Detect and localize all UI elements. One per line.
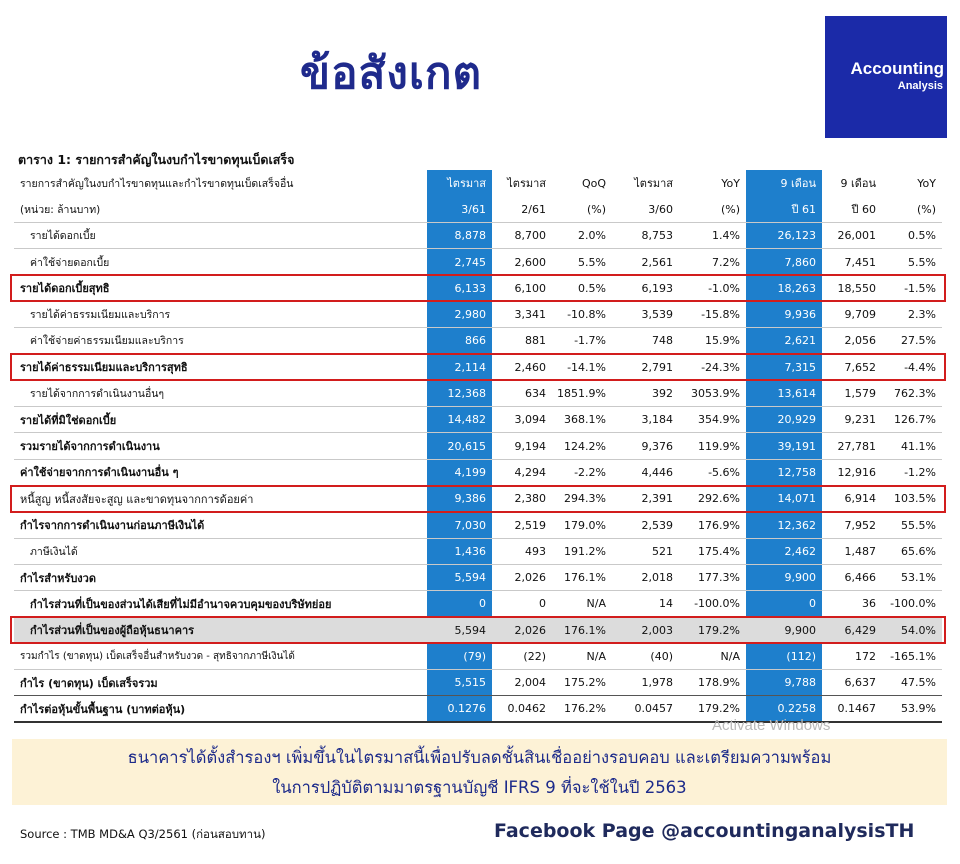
table-header-row [14, 170, 942, 196]
table-row [14, 328, 942, 354]
value-cell: -15.8% [679, 301, 746, 327]
value-cell: 0 [492, 591, 552, 617]
header-cell: ปี 60 [851, 203, 876, 217]
header-cell: 9 เดือน [840, 177, 876, 191]
value-cell: -4.4% [882, 354, 942, 380]
value-cell: 12,368 [427, 380, 492, 406]
row-label: กำไรจากการดำเนินงานก่อนภาษีเงินได้ [14, 512, 427, 538]
header-cell: (%) [586, 202, 606, 216]
header-cell: 3/60 [648, 202, 673, 216]
commentary-box [12, 739, 947, 805]
value-cell: 126.7% [882, 407, 942, 433]
value-cell: 3,539 [612, 301, 679, 327]
value-cell: 53.9% [882, 696, 942, 722]
value-cell: -2.2% [552, 459, 612, 485]
value-cell: 14 [612, 591, 679, 617]
value-cell: N/A [679, 643, 746, 669]
table-row [14, 564, 942, 590]
value-cell: 6,466 [822, 564, 882, 590]
header-cell: ไตรมาส [634, 177, 673, 191]
value-cell: 2,980 [427, 301, 492, 327]
value-cell: 179.0% [552, 512, 612, 538]
value-cell: 7,315 [746, 354, 822, 380]
value-cell: 521 [612, 538, 679, 564]
accounting-analysis-logo [825, 16, 947, 138]
value-cell: 1,978 [612, 670, 679, 696]
value-cell: 9,900 [746, 617, 822, 643]
value-cell: 0.2258 [746, 696, 822, 722]
value-cell: 7.2% [679, 249, 746, 275]
value-cell: 5,515 [427, 670, 492, 696]
value-cell: 2,621 [746, 328, 822, 354]
value-cell: 368.1% [552, 407, 612, 433]
value-cell: 0 [746, 591, 822, 617]
value-cell: 2,004 [492, 670, 552, 696]
value-cell: 27,781 [822, 433, 882, 459]
table-row [14, 433, 942, 459]
value-cell: -100.0% [679, 591, 746, 617]
value-cell: 179.2% [679, 696, 746, 722]
value-cell: 0.1276 [427, 696, 492, 722]
value-cell: 2.3% [882, 301, 942, 327]
value-cell: 2,026 [492, 617, 552, 643]
table-row [14, 407, 942, 433]
value-cell: 6,637 [822, 670, 882, 696]
logo-text-main: Accounting [850, 59, 944, 78]
value-cell: 748 [612, 328, 679, 354]
header-cell: ไตรมาส [507, 177, 546, 191]
value-cell: 191.2% [552, 538, 612, 564]
value-cell: 0 [427, 591, 492, 617]
value-cell: 12,758 [746, 459, 822, 485]
value-cell: 8,878 [427, 223, 492, 249]
value-cell: 119.9% [679, 433, 746, 459]
value-cell: 2,391 [612, 486, 679, 512]
value-cell: 7,652 [822, 354, 882, 380]
value-cell: 20,615 [427, 433, 492, 459]
activate-windows-watermark: Activate Windows [712, 717, 831, 734]
value-cell: 2,114 [427, 354, 492, 380]
value-cell: 13,614 [746, 380, 822, 406]
value-cell: 8,753 [612, 223, 679, 249]
value-cell: 4,199 [427, 459, 492, 485]
value-cell: 9,194 [492, 433, 552, 459]
table-row [14, 301, 942, 327]
value-cell: 179.2% [679, 617, 746, 643]
value-cell: 177.3% [679, 564, 746, 590]
value-cell: 6,193 [612, 275, 679, 301]
value-cell: 354.9% [679, 407, 746, 433]
net-fee-income-box [10, 353, 946, 381]
table-row [14, 380, 942, 406]
value-cell: 175.4% [679, 538, 746, 564]
value-cell: (112) [746, 643, 822, 669]
value-cell: 7,952 [822, 512, 882, 538]
value-cell: 8,700 [492, 223, 552, 249]
header-cell: QoQ [581, 176, 606, 190]
value-cell: 172 [822, 643, 882, 669]
logo-text-sub: Analysis [897, 80, 943, 92]
value-cell: 2,003 [612, 617, 679, 643]
value-cell: -1.0% [679, 275, 746, 301]
value-cell: 3,184 [612, 407, 679, 433]
value-cell: 176.9% [679, 512, 746, 538]
header-cell: YoY [917, 176, 936, 190]
value-cell: -1.7% [552, 328, 612, 354]
value-cell: 41.1% [882, 433, 942, 459]
value-cell: 6,914 [822, 486, 882, 512]
value-cell: 762.3% [882, 380, 942, 406]
value-cell: 392 [612, 380, 679, 406]
value-cell: 493 [492, 538, 552, 564]
value-cell: 47.5% [882, 670, 942, 696]
header-cell: 3/61 [461, 202, 486, 216]
value-cell: 124.2% [552, 433, 612, 459]
value-cell: 2,380 [492, 486, 552, 512]
value-cell: -10.8% [552, 301, 612, 327]
table-row [14, 223, 942, 249]
value-cell: 53.1% [882, 564, 942, 590]
table-row [14, 643, 942, 669]
header-cell: ไตรมาส [447, 177, 486, 191]
value-cell: 15.9% [679, 328, 746, 354]
table-row [14, 512, 942, 538]
row-label: ภาษีเงินได้ [14, 538, 427, 564]
value-cell: 178.9% [679, 670, 746, 696]
value-cell: 6,429 [822, 617, 882, 643]
value-cell: 55.5% [882, 512, 942, 538]
table-row [14, 591, 942, 617]
value-cell: 1,487 [822, 538, 882, 564]
value-cell: -24.3% [679, 354, 746, 380]
value-cell: 5.5% [552, 249, 612, 275]
table-header-row [14, 196, 942, 222]
value-cell: 1.4% [679, 223, 746, 249]
value-cell: 0.0462 [492, 696, 552, 722]
header-cell: (%) [720, 202, 740, 216]
value-cell: 0.1467 [822, 696, 882, 722]
value-cell: -5.6% [679, 459, 746, 485]
header-label: รายการสำคัญในงบกำไรขาดทุนและกำไรขาดทุนเบ็ดเสร็จอื่น [20, 177, 294, 190]
table-row [14, 538, 942, 564]
value-cell: 176.1% [552, 617, 612, 643]
value-cell: 9,788 [746, 670, 822, 696]
source-note: Source : TMB MD&A Q3/2561 (ก่อนสอบทาน) [20, 827, 266, 841]
table-caption: ตาราง 1: รายการสำคัญในงบกำไรขาดทุนเบ็ดเสร็จ [18, 152, 295, 167]
value-cell: 65.6% [882, 538, 942, 564]
row-label: หนี้สูญ หนี้สงสัยจะสูญ และขาดทุนจากการด้อยค่า [14, 486, 427, 512]
value-cell: 20,929 [746, 407, 822, 433]
value-cell: 26,123 [746, 223, 822, 249]
value-cell: 881 [492, 328, 552, 354]
row-label: รายได้จากการดำเนินงานอื่นๆ [14, 380, 427, 406]
value-cell: 2,600 [492, 249, 552, 275]
header-cell: YoY [721, 176, 740, 190]
value-cell: 2,561 [612, 249, 679, 275]
commentary-line-1: ธนาคารได้ตั้งสำรองฯ เพิ่มขึ้นในไตรมาสนี้เพื่อปรับลดชั้นสินเชื่ออย่างรอบคอบ และเตรียมความพร้อม [127, 748, 832, 767]
value-cell: 292.6% [679, 486, 746, 512]
value-cell: 175.2% [552, 670, 612, 696]
table-row [14, 459, 942, 485]
value-cell: 866 [427, 328, 492, 354]
row-label: กำไร (ขาดทุน) เบ็ดเสร็จรวม [14, 670, 427, 696]
header-cell: ปี 61 [791, 203, 816, 217]
facebook-page-credit: Facebook Page @accountinganalysisTH [494, 820, 915, 842]
value-cell: 3,341 [492, 301, 552, 327]
net-interest-income-box [10, 274, 946, 302]
page-title: ข้อสังเกต [300, 48, 483, 99]
row-label: รายได้ค่าธรรมเนียมและบริการ [14, 301, 427, 327]
value-cell: 2,018 [612, 564, 679, 590]
value-cell: 9,231 [822, 407, 882, 433]
value-cell: 3053.9% [679, 380, 746, 406]
value-cell: -1.2% [882, 459, 942, 485]
value-cell: 0.5% [552, 275, 612, 301]
value-cell: 7,451 [822, 249, 882, 275]
value-cell: 54.0% [882, 617, 942, 643]
value-cell: 18,263 [746, 275, 822, 301]
row-label: ค่าใช้จ่ายค่าธรรมเนียมและบริการ [14, 328, 427, 354]
value-cell: 4,446 [612, 459, 679, 485]
row-label: รายได้ค่าธรรมเนียมและบริการสุทธิ [14, 354, 427, 380]
value-cell: 39,191 [746, 433, 822, 459]
shareholder-profit-box [10, 616, 946, 644]
value-cell: N/A [552, 591, 612, 617]
value-cell: 27.5% [882, 328, 942, 354]
value-cell: 176.1% [552, 564, 612, 590]
value-cell: 9,900 [746, 564, 822, 590]
value-cell: 9,376 [612, 433, 679, 459]
header-cell: (%) [916, 202, 936, 216]
value-cell: -1.5% [882, 275, 942, 301]
value-cell: 14,071 [746, 486, 822, 512]
value-cell: 7,860 [746, 249, 822, 275]
value-cell: 2,462 [746, 538, 822, 564]
value-cell: 2,026 [492, 564, 552, 590]
value-cell: (79) [427, 643, 492, 669]
value-cell: 3,094 [492, 407, 552, 433]
row-label: กำไรส่วนที่เป็นของส่วนได้เสียที่ไม่มีอำนาจควบคุมของบริษัทย่อย [14, 591, 427, 617]
row-label: กำไรต่อหุ้นขั้นพื้นฐาน (บาทต่อหุ้น) [14, 696, 427, 722]
header-cell: 9 เดือน [780, 177, 816, 191]
row-label: ค่าใช้จ่ายจากการดำเนินงานอื่น ๆ [14, 459, 427, 485]
value-cell: 9,386 [427, 486, 492, 512]
value-cell: 2,539 [612, 512, 679, 538]
value-cell: -14.1% [552, 354, 612, 380]
value-cell: N/A [552, 643, 612, 669]
header-label: (หน่วย: ล้านบาท) [20, 203, 101, 216]
value-cell: -165.1% [882, 643, 942, 669]
value-cell: 0.0457 [612, 696, 679, 722]
value-cell: 103.5% [882, 486, 942, 512]
value-cell: 176.2% [552, 696, 612, 722]
row-label: กำไรสำหรับงวด [14, 564, 427, 590]
impairment-loss-box [10, 485, 946, 513]
value-cell: 18,550 [822, 275, 882, 301]
value-cell: 2,056 [822, 328, 882, 354]
value-cell: 0.5% [882, 223, 942, 249]
value-cell: 2,791 [612, 354, 679, 380]
header-cell: 2/61 [521, 202, 546, 216]
row-label: รวมรายได้จากการดำเนินงาน [14, 433, 427, 459]
value-cell: 6,133 [427, 275, 492, 301]
value-cell: 26,001 [822, 223, 882, 249]
value-cell: -100.0% [882, 591, 942, 617]
value-cell: (40) [612, 643, 679, 669]
value-cell: (22) [492, 643, 552, 669]
value-cell: 2,745 [427, 249, 492, 275]
value-cell: 36 [822, 591, 882, 617]
value-cell: 1851.9% [552, 380, 612, 406]
row-label: รายได้ดอกเบี้ย [14, 223, 427, 249]
row-label: รวมกำไร (ขาดทุน) เบ็ดเสร็จอื่นสำหรับงวด - สุทธิจากภาษีเงินได้ [14, 643, 427, 669]
value-cell: 7,030 [427, 512, 492, 538]
commentary-line-2: ในการปฏิบัติตามมาตรฐานบัญชี IFRS 9 ที่จะใช้ในปี 2563 [272, 778, 687, 797]
value-cell: 5.5% [882, 249, 942, 275]
value-cell: 9,936 [746, 301, 822, 327]
row-label: กำไรส่วนที่เป็นของผู้ถือหุ้นธนาคาร [14, 617, 427, 643]
row-label: ค่าใช้จ่ายดอกเบี้ย [14, 249, 427, 275]
value-cell: 6,100 [492, 275, 552, 301]
table-row [14, 249, 942, 275]
value-cell: 1,436 [427, 538, 492, 564]
value-cell: 1,579 [822, 380, 882, 406]
value-cell: 2,460 [492, 354, 552, 380]
value-cell: 14,482 [427, 407, 492, 433]
value-cell: 2,519 [492, 512, 552, 538]
value-cell: 294.3% [552, 486, 612, 512]
value-cell: 12,916 [822, 459, 882, 485]
value-cell: 4,294 [492, 459, 552, 485]
row-label: รายได้ที่มิใช่ดอกเบี้ย [14, 407, 427, 433]
value-cell: 5,594 [427, 564, 492, 590]
value-cell: 5,594 [427, 617, 492, 643]
value-cell: 634 [492, 380, 552, 406]
value-cell: 9,709 [822, 301, 882, 327]
value-cell: 2.0% [552, 223, 612, 249]
row-label: รายได้ดอกเบี้ยสุทธิ [14, 275, 427, 301]
table-row [14, 670, 942, 696]
value-cell: 12,362 [746, 512, 822, 538]
